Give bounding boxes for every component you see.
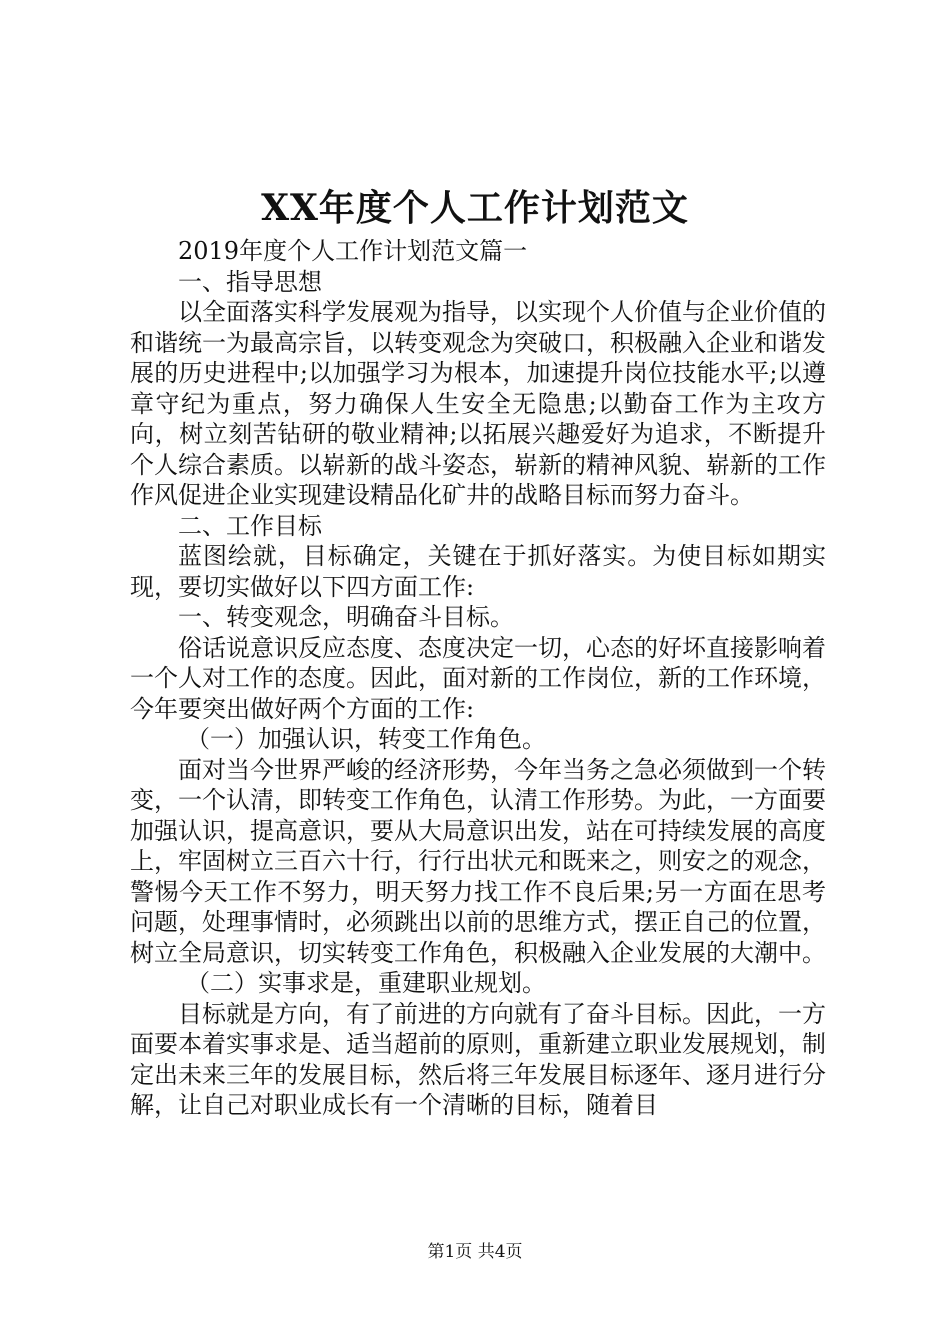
paragraph: 俗话说意识反应态度、态度决定一切，心态的好坏直接影响着一个人对工作的态度。因此，面对新的工作岗位，新的工作环境，今年要突出做好两个方面的工作: — [130, 633, 826, 723]
subheading-strengthen-awareness: （一）加强认识，转变工作角色。 — [186, 725, 546, 753]
heading-change-mindset: 一、转变观念，明确奋斗目标。 — [178, 603, 514, 631]
paragraph: 面对当今世界严峻的经济形势，今年当务之急必须做到一个转变，一个认清，即转变工作角色，认清工作形势。为此，一方面要加强认识，提高意识，要从大局意识出发，站在可持续发展的高度上，牢固树立三百六十行，行行出状元和既来之，则安之的观念，警惕今天工作不努力，明天努力找工作不良后果;另一方面在思考问题，处理事情时，必须跳出以前的思维方式，摆正自己的位置，树立全局意识，切实转变工作角色，积极融入企业发展的大潮中。 — [130, 755, 826, 967]
paragraph: 以全面落实科学发展观为指导，以实现个人价值与企业价值的和谐统一为最高宗旨，以转变观念为突破口，积极融入企业和谐发展的历史进程中;以加强学习为根本，加速提升岗位技能水平;以遵章守纪为重点，努力确保人生安全无隐患;以勤奋工作为主攻方向，树立刻苦钻研的敬业精神;以拓展兴趣爱好为追求，不断提升个人综合素质。以崭新的战斗姿态，崭新的精神风貌、崭新的工作作风促进企业实现建设精品化矿井的战略目标而努力奋斗。 — [130, 298, 826, 509]
heading-guiding-ideology: 一、指导思想 — [178, 267, 322, 296]
paragraph: 蓝图绘就，目标确定，关键在于抓好落实。为使目标如期实现，要切实做好以下四方面工作: — [130, 542, 826, 601]
subheading-career-planning: （二）实事求是，重建职业规划。 — [186, 969, 546, 997]
document-body — [130, 236, 826, 1121]
document-title: XX年度个人工作计划范文 — [261, 187, 689, 229]
heading-work-goals: 二、工作目标 — [178, 511, 322, 540]
paragraph: 目标就是方向，有了前进的方向就有了奋斗目标。因此，一方面要本着实事求是、适当超前的原则，重新建立职业发展规划，制定出未来三年的发展目标，然后将三年发展目标逐年、逐月进行分解，让自己对职业成长有一个清晰的目标，随着目 — [130, 999, 826, 1119]
section-heading: 2019年度个人工作计划范文篇一 — [178, 237, 528, 265]
page-footer: 第1页 共4页 — [427, 1242, 523, 1262]
